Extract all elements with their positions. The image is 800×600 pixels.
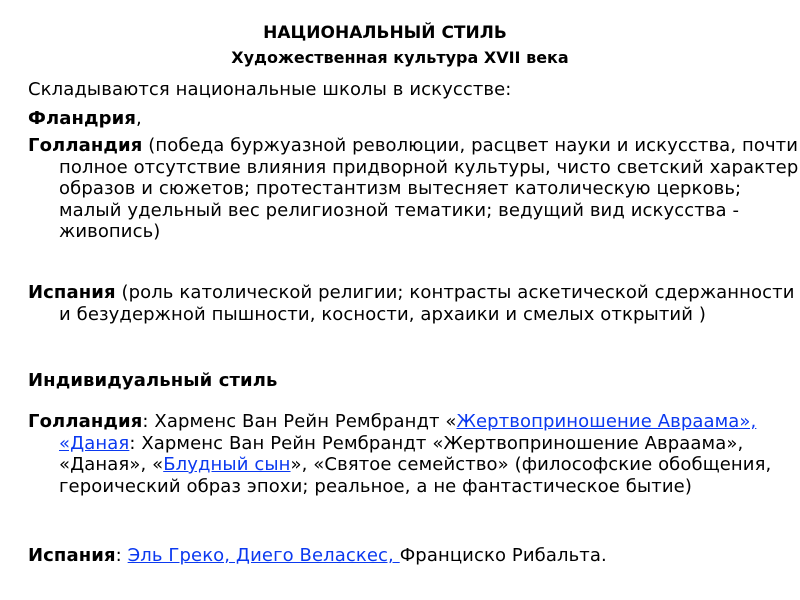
holland-country: Голландия xyxy=(28,135,143,156)
spain-individual-text-2: Франциско Рибальта. xyxy=(399,545,607,566)
holland-individual-text-2: : Харменс Ван Рейн Рембрандт «Жертвоприношение Авраама», «Даная», « xyxy=(59,432,744,475)
flanders-comma: , xyxy=(136,108,142,129)
spain-individual-country: Испания xyxy=(28,545,116,566)
holland-individual-text-3: », «Святое семейство» (философские обобщения, героический образ эпохи; реальное, а не фантастическое бытие) xyxy=(59,454,772,497)
slide-subtitle: Художественная культура XVII века xyxy=(231,48,569,67)
slide-title: НАЦИОНАЛЬНЫЙ СТИЛЬ xyxy=(263,23,507,43)
prodigal-son-link[interactable]: Блудный сын xyxy=(163,454,291,475)
sacrifice-danae-link[interactable]: Жертвоприношение Авраама», «Даная xyxy=(59,411,757,454)
spain-paragraph xyxy=(28,282,800,325)
spain-country: Испания xyxy=(28,282,116,303)
flanders-country: Фландрия xyxy=(28,108,137,129)
individual-style-heading: Индивидуальный стиль xyxy=(28,370,278,391)
holland-individual-paragraph xyxy=(28,411,800,497)
holland-description: (победа буржуазной революции, расцвет науки и искусства, почти полное отсутствие влияния придворной культуры, чисто светский характер образов и сюжетов; протестантизм вытесняет католическую церковь; малый удельный вес религиозной тематики; ведущий вид искусства - живопись) xyxy=(59,135,799,242)
spain-description: (роль католической религии; контрасты аскетической сдержанности и безудержной пышности, косности, архаики и смелых открытий ) xyxy=(59,282,795,325)
spain-individual-text-1: : xyxy=(115,545,128,566)
spain-individual-paragraph xyxy=(28,545,773,567)
holland-individual-text-1: : Харменс Ван Рейн Рембрандт « xyxy=(142,411,457,432)
holland-individual-country: Голландия xyxy=(28,411,143,432)
holland-paragraph xyxy=(28,135,800,243)
el-greco-velazquez-link[interactable]: Эль Греко, Диего Веласкес, xyxy=(127,545,400,566)
flanders-line xyxy=(28,108,773,130)
intro-text: Складываются национальные школы в искусстве: xyxy=(28,79,512,100)
